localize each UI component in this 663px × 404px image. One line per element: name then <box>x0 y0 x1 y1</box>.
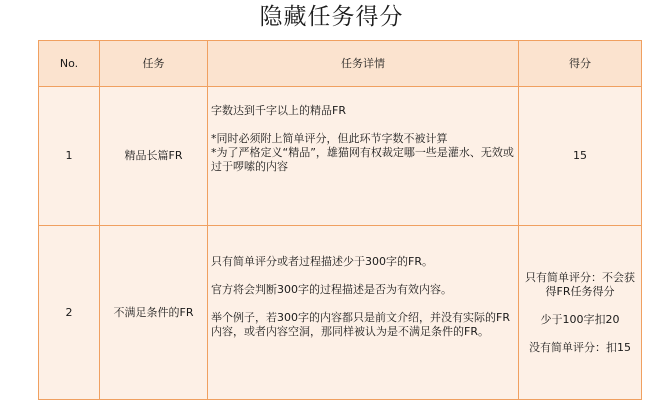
score-line: 少于100字扣20 <box>540 312 620 326</box>
detail-line: 字数达到千字以上的精品FR <box>211 104 346 117</box>
row-task: 不满足条件的FR <box>100 226 208 400</box>
row-no: 1 <box>39 87 100 226</box>
score-line: 没有简单评分：扣15 <box>529 340 631 354</box>
row-detail <box>208 226 519 400</box>
detail-line: 只有简单评分或者过程描述少于300字的FR。 <box>211 255 433 268</box>
header-score: 得分 <box>519 41 642 87</box>
table-header-row <box>39 41 642 87</box>
header-task: 任务 <box>100 41 208 87</box>
header-detail: 任务详情 <box>208 41 519 87</box>
score-line: 只有简单评分：不会获得FR任务得分 <box>525 270 635 298</box>
row-detail <box>208 87 519 226</box>
row-score <box>519 226 642 400</box>
header-no: No. <box>39 41 100 87</box>
row-task: 精品长篇FR <box>100 87 208 226</box>
detail-line: *同时必须附上简单评分，但此环节字数不被计算 <box>211 132 448 145</box>
table-row <box>39 87 642 226</box>
detail-line: 官方将会判断300字的过程描述是否为有效内容。 <box>211 283 452 296</box>
row-no: 2 <box>39 226 100 400</box>
detail-line: *为了严格定义“精品”，雄猫网有权裁定哪一些是灌水、无效或过于啰嗦的内容 <box>211 146 514 173</box>
table-row <box>39 226 642 400</box>
row-score: 15 <box>519 87 642 226</box>
score-table <box>38 40 642 400</box>
detail-line: 举个例子，若300字的内容都只是前文介绍，并没有实际的FR内容，或者内容空洞，那同样被认为是不满足条件的FR。 <box>211 311 510 338</box>
page-title: 隐藏任务得分 <box>259 4 404 30</box>
